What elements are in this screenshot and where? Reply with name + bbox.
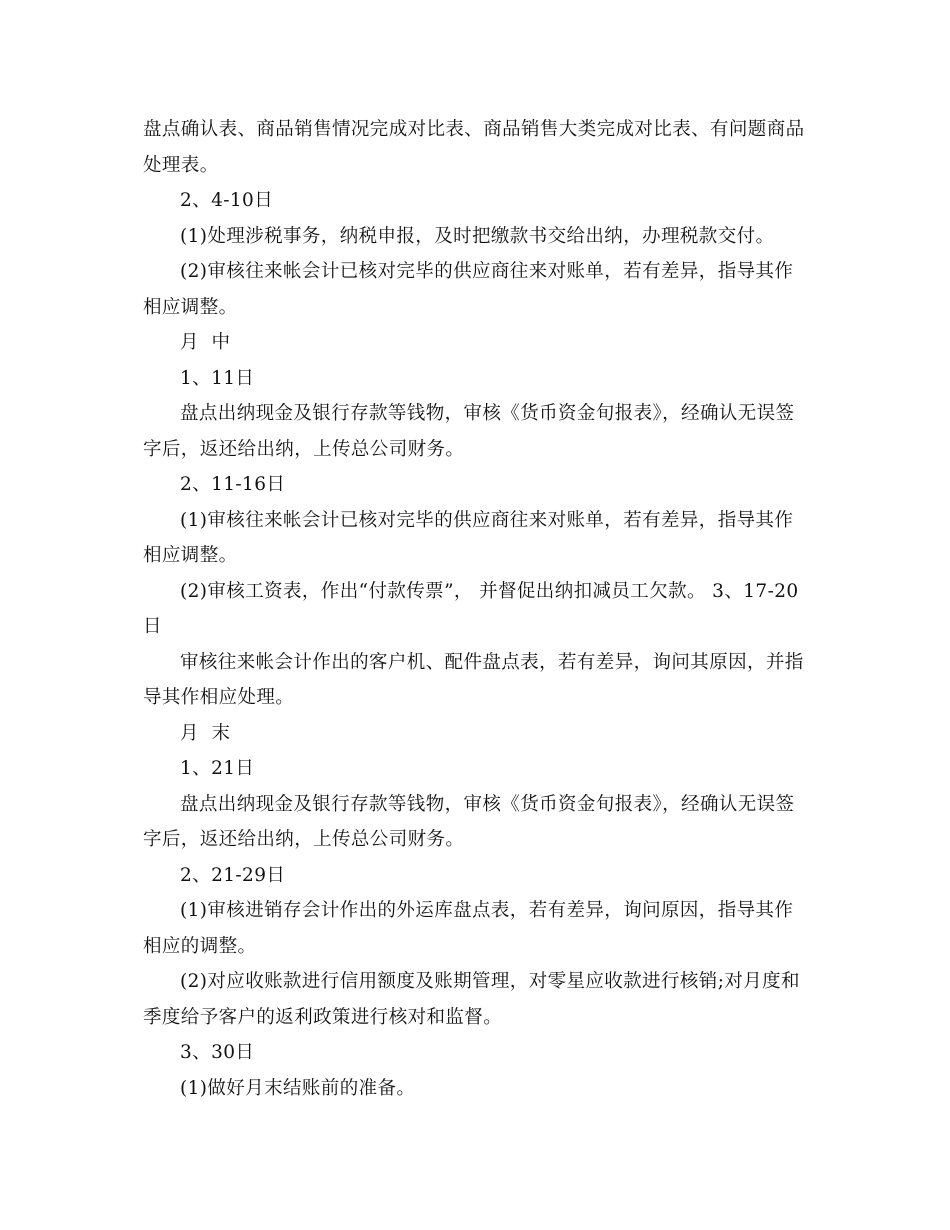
section-heading-21: 1、21日 bbox=[180, 758, 255, 779]
heading-month-end: 月 末 bbox=[180, 722, 231, 744]
section-heading-21-29: 2、21-29日 bbox=[180, 864, 286, 886]
paragraph-tax-affairs: (1)处理涉税事务，纳税申报，及时把缴款书交给出纳，办理税款交付。 bbox=[180, 225, 775, 247]
section-heading-4-10: 2、4-10日 bbox=[180, 190, 274, 211]
paragraph-receivables-management: (2)对应收账款进行信用额度及账期管理，对零星应收款进行核销;对月度和季度给予客户的返利政策进行核对和监督。 bbox=[143, 971, 800, 1028]
section-heading-30: 3、30日 bbox=[180, 1042, 255, 1063]
paragraph-cash-count-end: 盘点出纳现金及银行存款等钱物，审核《货币资金旬报表》，经确认无误签字后，返还给出纳，上传总公司财务。 bbox=[143, 793, 795, 850]
paragraph-payroll-review: (2)审核工资表，作出“付款传票”， 并督促出纳扣减员工欠款。 3、17-20日 bbox=[143, 580, 799, 637]
section-heading-11-16: 2、11-16日 bbox=[180, 474, 286, 495]
paragraph-supplier-reconciliation-2: (1)审核往来帐会计已核对完毕的供应商往来对账单，若有差异，指导其作相应调整。 bbox=[143, 509, 794, 566]
paragraph-supplier-reconciliation: (2)审核往来帐会计已核对完毕的供应商往来对账单，若有差异，指导其作相应调整。 bbox=[143, 261, 794, 318]
paragraph-inventory-review: 审核往来帐会计作出的客户机、配件盘点表，若有差异，询问其原因，并指导其作相应处理。 bbox=[143, 651, 804, 708]
section-heading-11: 1、11日 bbox=[180, 367, 255, 389]
paragraph-continuation: 盘点确认表、商品销售情况完成对比表、商品销售大类完成对比表、有问题商品处理表。 bbox=[143, 119, 805, 176]
paragraph-month-end-prep: (1)做好月末结账前的准备。 bbox=[180, 1077, 416, 1099]
document-body bbox=[143, 112, 808, 1106]
paragraph-cash-count-mid: 盘点出纳现金及银行存款等钱物，审核《货币资金旬报表》，经确认无误签字后，返还给出纳，上传总公司财务。 bbox=[143, 403, 795, 460]
heading-mid-month: 月 中 bbox=[180, 332, 231, 353]
paragraph-warehouse-review: (1)审核进销存会计作出的外运库盘点表，若有差异，询问原因，指导其作相应的调整。 bbox=[143, 900, 794, 957]
